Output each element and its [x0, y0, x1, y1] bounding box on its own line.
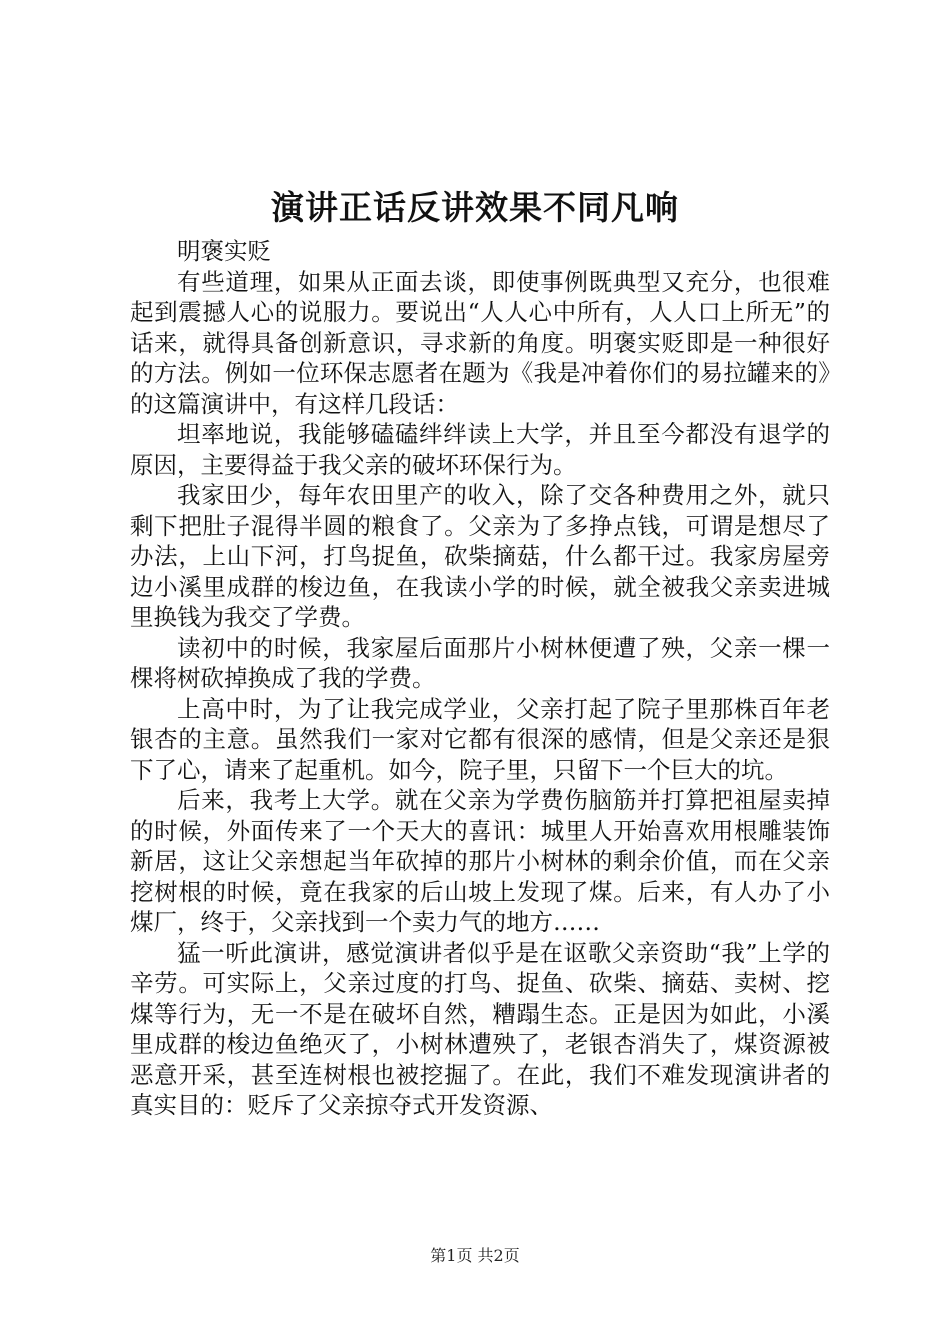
section-heading: 明褒实贬	[177, 237, 271, 265]
page-number-footer: 第1页 共2页	[430, 1246, 520, 1265]
body-paragraph: 有些道理，如果从正面去谈，即使事例既典型又充分，也很难起到震撼人心的说服力。要说出“人人心中所有，人人口上所无”的话来，就得具备创新意识，寻求新的角度。明褒实贬即是一种很好的方法。例如一位环保志愿者在题为《我是冲着你们的易拉罐来的》的这篇演讲中，有这样几段话：	[130, 267, 830, 418]
body-paragraph: 读初中的时候，我家屋后面那片小树林便遭了殃，父亲一棵一棵将树砍掉换成了我的学费。	[130, 633, 830, 692]
document-body	[130, 236, 830, 1121]
body-paragraph: 猛一听此演讲，感觉演讲者似乎是在讴歌父亲资助“我”上学的辛劳。可实际上，父亲过度的打鸟、捉鱼、砍柴、摘菇、卖树、挖煤等行为，无一不是在破坏自然，糟蹋生态。正是因为如此，小溪里成群的梭边鱼绝灭了，小树林遭殃了，老银杏消失了，煤资源被恶意开采，甚至连树根也被挖掘了。在此，我们不难发现演讲者的真实目的：贬斥了父亲掠夺式开发资源、	[130, 938, 830, 1119]
body-paragraph: 后来，我考上大学。就在父亲为学费伤脑筋并打算把祖屋卖掉的时候，外面传来了一个天大的喜讯：城里人开始喜欢用根雕装饰新居，这让父亲想起当年砍掉的那片小树林的剩余价值，而在父亲挖树根的时候，竟在我家的后山坡上发现了煤。后来，有人办了小煤厂，终于，父亲找到一个卖力气的地方……	[130, 786, 830, 936]
body-paragraph: 坦率地说，我能够磕磕绊绊读上大学，并且至今都没有退学的原因，主要得益于我父亲的破坏环保行为。	[130, 420, 830, 479]
body-paragraph: 我家田少，每年农田里产的收入，除了交各种费用之外，就只剩下把肚子混得半圆的粮食了。父亲为了多挣点钱，可谓是想尽了办法，上山下河，打鸟捉鱼，砍柴摘菇，什么都干过。我家房屋旁边小溪里成群的梭边鱼，在我读小学的时候，就全被我父亲卖进城里换钱为我交了学费。	[130, 481, 830, 631]
document-title: 演讲正话反讲效果不同凡响	[271, 188, 679, 227]
body-paragraph: 上高中时，为了让我完成学业，父亲打起了院子里那株百年老银杏的主意。虽然我们一家对它都有很深的感情，但是父亲还是狠下了心，请来了起重机。如今，院子里，只留下一个巨大的坑。	[130, 694, 830, 784]
